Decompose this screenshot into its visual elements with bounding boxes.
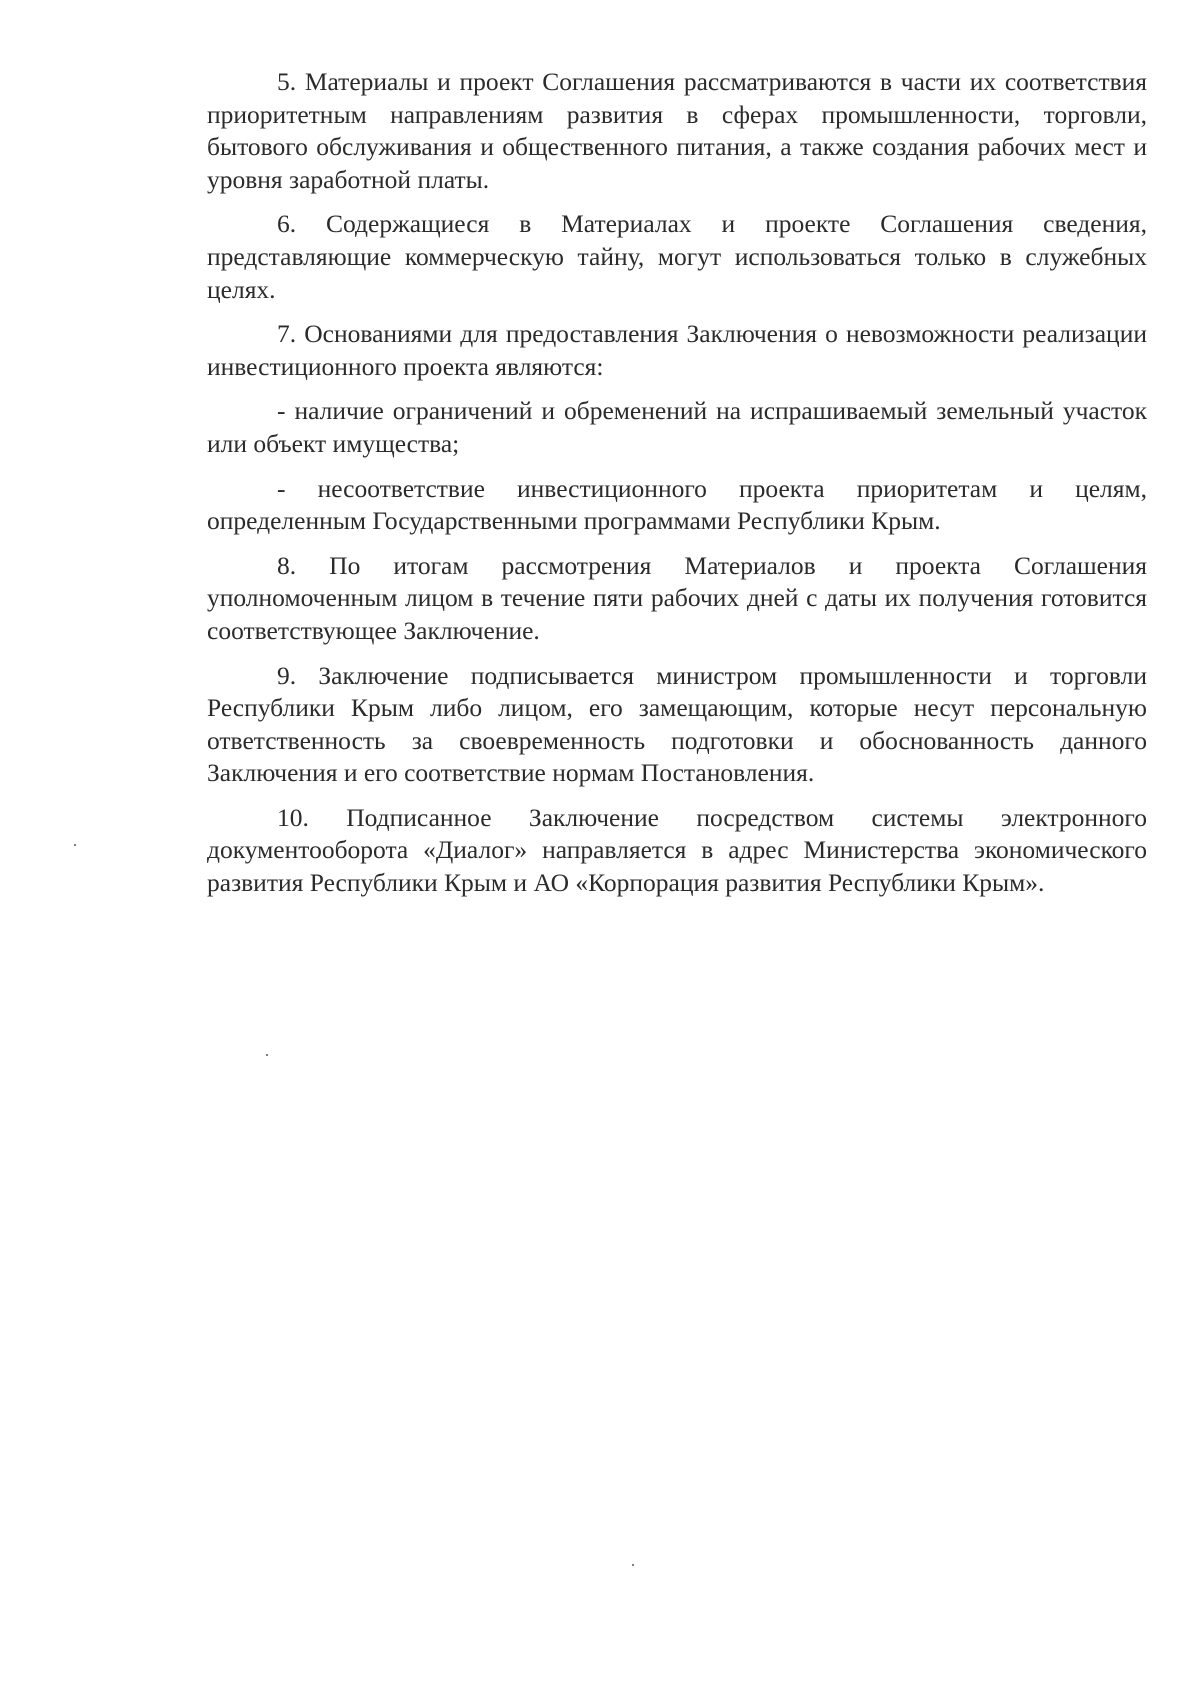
paragraph-5: 5. Материалы и проект Соглашения рассматриваются в части их соответствия приоритетным направлениям развития в сферах промышленности, торговли, бытового обслуживания и общественного питания, а также создания рабочих мест и уровня заработной платы. [207,67,1147,194]
scan-speck [74,844,76,846]
paragraph-9: 9. Заключение подписывается министром промышленности и торговли Республики Крым либо лицом, его замещающим, которые несут персональную ответственность за своевременность подготовки и обоснованность данного Заключения и его соответствие нормам Постановления. [207,660,1147,788]
scan-speck [266,1054,268,1056]
paragraph-6: 6. Содержащиеся в Материалах и проекте Соглашения сведения, представляющие коммерческую тайну, могут использоваться только в служебных целях. [207,209,1147,304]
list-item-restrictions: - наличие ограничений и обременений на испрашиваемый земельный участок или объект имущества; [207,396,1147,458]
scan-speck [632,1564,634,1566]
paragraph-8: 8. По итогам рассмотрения Материалов и проекта Соглашения уполномоченным лицом в течение пяти рабочих дней с даты их получения готовится соответствующее Заключение. [207,550,1147,645]
paragraph-10: 10. Подписанное Заключение посредством системы электронного документооборота «Диалог» направляется в адрес Министерства экономического развития Республики Крым и АО «Корпорация развития Республики Крым». [207,802,1147,898]
paragraph-7: 7. Основаниями для предоставления Заключения о невозможности реализации инвестиционного проекта являются: [207,319,1147,381]
document-body [207,66,1147,912]
list-item-mismatch: - несоответствие инвестиционного проекта приоритетам и целям, определенным Государственными программами Республики Крым. [207,473,1147,536]
